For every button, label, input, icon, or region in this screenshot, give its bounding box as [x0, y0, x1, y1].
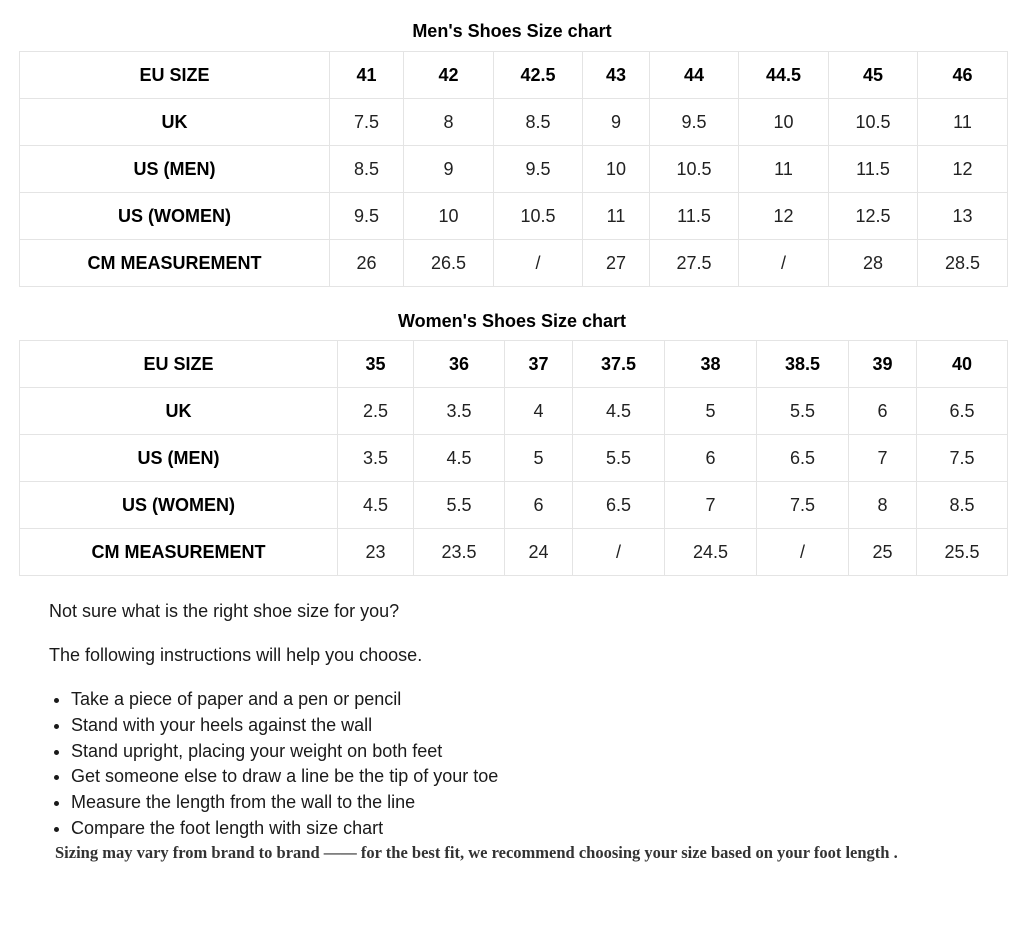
table-cell: 10.5 [829, 99, 918, 146]
table-cell: 45 [829, 52, 918, 99]
table-cell: 8.5 [330, 146, 404, 193]
table-cell: 11 [583, 193, 650, 240]
row-header: EU SIZE [20, 52, 330, 99]
table-cell: 10 [583, 146, 650, 193]
women-row-eu-size [20, 341, 1008, 388]
table-cell: 35 [338, 341, 414, 388]
men-row-cm-measurement [20, 240, 1008, 287]
table-cell: 11 [918, 99, 1008, 146]
table-cell: 9 [583, 99, 650, 146]
table-cell: 7 [665, 482, 757, 529]
row-header: US (WOMEN) [20, 482, 338, 529]
table-cell: 9 [404, 146, 494, 193]
table-cell: 4 [505, 388, 573, 435]
table-cell: 5.5 [757, 388, 849, 435]
women-chart-title: Women's Shoes Size chart [397, 311, 626, 331]
women-row-cm-measurement [20, 529, 1008, 576]
table-cell: 7.5 [757, 482, 849, 529]
table-cell: 6.5 [917, 388, 1008, 435]
men-row-uk [20, 99, 1008, 146]
table-cell: 12 [918, 146, 1008, 193]
sizing-note: Sizing may vary from brand to brand —— for the best fit, we recommend choosing your size based on your foot length . [55, 843, 898, 862]
table-cell: 8.5 [917, 482, 1008, 529]
table-cell: 40 [917, 341, 1008, 388]
table-cell: 28 [829, 240, 918, 287]
row-header: US (MEN) [20, 146, 330, 193]
list-item: • Take a piece of paper and a pen or pencil [71, 687, 498, 713]
guide-intro: The following instructions will help you choose. [49, 645, 423, 665]
measurement-steps-list [49, 687, 498, 842]
table-cell: 3.5 [338, 435, 414, 482]
table-cell: 44 [650, 52, 739, 99]
table-cell: / [739, 240, 829, 287]
table-cell: 5.5 [414, 482, 505, 529]
table-cell: / [494, 240, 583, 287]
table-cell: 41 [330, 52, 404, 99]
row-header: UK [20, 388, 338, 435]
women-row-uk [20, 388, 1008, 435]
table-cell: / [757, 529, 849, 576]
table-cell: 8 [849, 482, 917, 529]
row-header: CM MEASUREMENT [20, 529, 338, 576]
table-cell: 4.5 [414, 435, 505, 482]
table-cell: 39 [849, 341, 917, 388]
table-cell: 44.5 [739, 52, 829, 99]
table-cell: 23.5 [414, 529, 505, 576]
men-size-table [19, 51, 1008, 287]
table-cell: 7 [849, 435, 917, 482]
table-cell: 11.5 [829, 146, 918, 193]
men-chart-title: Men's Shoes Size chart [412, 21, 612, 41]
table-cell: 24.5 [665, 529, 757, 576]
table-cell: 23 [338, 529, 414, 576]
table-cell: 4.5 [573, 388, 665, 435]
table-cell: 8.5 [494, 99, 583, 146]
women-row-us-women [20, 482, 1008, 529]
table-cell: 12 [739, 193, 829, 240]
table-cell: 25.5 [917, 529, 1008, 576]
table-cell: 7.5 [917, 435, 1008, 482]
table-cell: 5.5 [573, 435, 665, 482]
table-cell: 10 [404, 193, 494, 240]
table-cell: 10.5 [650, 146, 739, 193]
table-cell: 11.5 [650, 193, 739, 240]
table-cell: 28.5 [918, 240, 1008, 287]
list-item: • Get someone else to draw a line be the tip of your toe [71, 764, 498, 790]
table-cell: 11 [739, 146, 829, 193]
table-cell: 8 [404, 99, 494, 146]
list-item: • Stand with your heels against the wall [71, 713, 498, 739]
guide-question: Not sure what is the right shoe size for you? [49, 601, 400, 621]
table-cell: 10.5 [494, 193, 583, 240]
table-cell: 9.5 [330, 193, 404, 240]
table-cell: 10 [739, 99, 829, 146]
list-item: • Measure the length from the wall to the line [71, 790, 498, 816]
table-cell: 6 [505, 482, 573, 529]
row-header: EU SIZE [20, 341, 338, 388]
women-row-us-men [20, 435, 1008, 482]
table-cell: 38.5 [757, 341, 849, 388]
table-cell: 43 [583, 52, 650, 99]
row-header: UK [20, 99, 330, 146]
table-cell: 4.5 [338, 482, 414, 529]
table-cell: 26.5 [404, 240, 494, 287]
table-cell: 27.5 [650, 240, 739, 287]
table-cell: 42 [404, 52, 494, 99]
table-cell: 3.5 [414, 388, 505, 435]
men-row-us-men [20, 146, 1008, 193]
table-cell: 5 [505, 435, 573, 482]
table-cell: 6.5 [573, 482, 665, 529]
men-row-eu-size [20, 52, 1008, 99]
women-size-table [19, 340, 1008, 576]
table-cell: 37.5 [573, 341, 665, 388]
list-item: • Compare the foot length with size chart [71, 816, 498, 842]
table-cell: 13 [918, 193, 1008, 240]
table-cell: 37 [505, 341, 573, 388]
table-cell: 12.5 [829, 193, 918, 240]
list-item: • Stand upright, placing your weight on both feet [71, 739, 498, 765]
row-header: CM MEASUREMENT [20, 240, 330, 287]
table-cell: 46 [918, 52, 1008, 99]
table-cell: 26 [330, 240, 404, 287]
table-cell: 6 [665, 435, 757, 482]
table-cell: 36 [414, 341, 505, 388]
table-cell: 42.5 [494, 52, 583, 99]
table-cell: 7.5 [330, 99, 404, 146]
table-cell: 38 [665, 341, 757, 388]
row-header: US (WOMEN) [20, 193, 330, 240]
table-cell: / [573, 529, 665, 576]
table-cell: 27 [583, 240, 650, 287]
table-cell: 2.5 [338, 388, 414, 435]
table-cell: 24 [505, 529, 573, 576]
row-header: US (MEN) [20, 435, 338, 482]
table-cell: 25 [849, 529, 917, 576]
table-cell: 6 [849, 388, 917, 435]
table-cell: 5 [665, 388, 757, 435]
men-row-us-women [20, 193, 1008, 240]
table-cell: 6.5 [757, 435, 849, 482]
table-cell: 9.5 [494, 146, 583, 193]
table-cell: 9.5 [650, 99, 739, 146]
